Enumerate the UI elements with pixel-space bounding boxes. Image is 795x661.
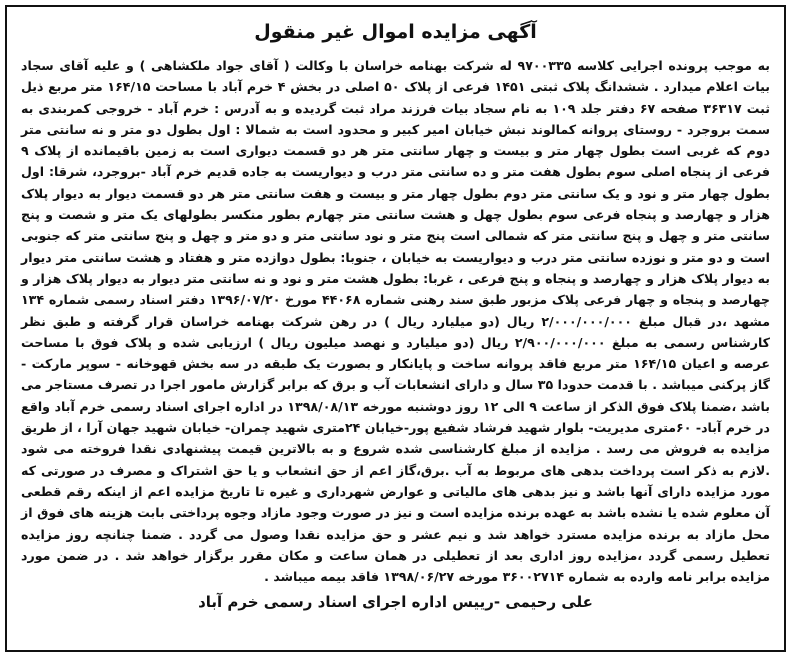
notice-frame [5,5,786,652]
notice-body: به موجب پرونده اجرایی کلاسه ۹۷۰۰۳۳۵ له شرکت بهنامه خراسان با وکالت ( آقای جواد ملکشاهی ) و علیه آقای سجاد بیات اعلام میدارد . ششدانگ پلاک ثبتی ۱۴۵۱ فرعی از پلاک ۵۰ اصلی در بخش ۴ خرم آباد با مساحت ۱۶۴/۱۵ متر مربع ذیل ثبت ۳۶۳۱۷ صفحه ۶۷ دفتر جلد ۱۰۹ به نام سجاد بیات فرزند مراد ثبت گردیده و به آدرس : خرم آباد - خروجی کمربندی به سمت بروجرد - روستای پروانه کمالوند نبش خیابان امیر کبیر و محدود است به شمالا : اول بطول دو متر و نه سانتی متر دوم که غربی است بطول چهار متر و بیست و چهار سانتی متر هر دو قسمت دیواری است به زمین باقیمانده از پلاک ۹ فرعی از پنجاه اصلی سوم بطول هفت متر و ده سانتی متر درب و دیواریست به جاده قدیم خرم آباد -بروجرد، شرقا: اول بطول چهار متر و نود و یک سانتی متر دوم بطول چهار متر و بیست و هفت سانتی متر هر دو قسمت دیوار به دیوار پلاک هزار و چهارصد و پنجاه فرعی سوم بطول چهل و هشت سانتی متر چهارم بطور منکسر بطولهای یک متر و شصت و پنج سانتی متر و چهل و پنج سانتی متر که شمالی است پنج متر و نود سانتی متر و دو متر و چهل و پنج سانتی متر که جنوبی است و دو متر و نوزده سانتی متر درب و دیواریست به خیابان ، جنوبا: بطول دوازده متر و هفتاد و هشت سانتی متر دیوار به دیوار پلاک هزار و چهارصد و پنجاه و پنج فرعی ، غربا: بطول هشت متر و نود و نه سانتی متر دیوار به دیوار پلاک هزار و چهارصد و پنجاه و چهار فرعی پلاک مزبور طبق سند رهنی شماره ۴۴۰۶۸ مورخ ۱۳۹۶/۰۷/۲۰ دفتر اسناد رسمی شماره ۱۳۴ مشهد ،در قبال مبلغ ۲/۰۰۰/۰۰۰/۰۰۰ ریال (دو میلیارد ریال ) در رهن شرکت بهنامه خراسان قرار گرفته و طبق نظر کارشناس رسمی به مبلغ ۲/۹۰۰/۰۰۰/۰۰۰ ریال (دو میلیارد و نهصد میلیون ریال ) ارزیابی شده و پلاک فوق با مساحت عرصه و اعیان ۱۶۴/۱۵ متر مربع فاقد پروانه ساخت و پایانکار و بصورت یک طبقه در سه بخش قهوخانه - سوپر مارکت - گاز پرکنی میباشد . با قدمت حدودا ۳۵ سال و دارای انشعابات آب و برق که برابر گزارش مامور اجرا در تصرف مستاجر می باشد ،ضمنا پلاک فوق الذکر از ساعت ۹ الی ۱۲ روز دوشنبه مورخه ۱۳۹۸/۰۸/۱۳ در اداره اجرای اسناد رسمی خرم آباد واقع در خرم آباد- ۶۰متری مدیریت- بلوار شهید فرشاد شفیع پور-خیابان ۲۴متری شهید چمران- خیابان شهید جهان آرا ، از طریق مزایده به فروش می رسد . مزایده از مبلغ کارشناسی شده شروع و به بالاترین قیمت پیشنهادی نقدا فروخته می شود .لازم به ذکر است پرداخت بدهی های مربوط به آب .برق،گاز اعم از حق انشعاب و یا حق اشتراک و مصرف در صورتی که مورد مزایده دارای آنها باشد و نیز بدهی های مالیاتی و عوارض شهرداری و غیره تا تاریخ مزایده اعم از اینکه رقم قطعی آن معلوم شده یا نشده باشد به عهده برنده مزایده است و نیز در صورت وجود مازاد وجوه پرداختی بابت هزینه های فوق از محل مازاد به برنده مزایده مسترد خواهد شد و نیم عشر و حق مزایده نقدا وصول می گردد . ضمنا چنانچه روز مزایده تعطیل رسمی گردد ،مزایده روز اداری بعد از تعطیلی در همان ساعت و مکان مقرر برگزار خواهد شد . در ضمن مورد مزایده برابر نامه وارده به شماره ۳۶۰۰۲۷۱۴ مورخه ۱۳۹۸/۰۶/۲۷ فاقد بیمه میباشد . [21,58,771,585]
notice-title: آگهی مزایده اموال غیر منقول [254,21,537,43]
notice-signature: علی رحیمی -رییس اداره اجرای اسناد رسمی خرم آباد [198,593,593,612]
